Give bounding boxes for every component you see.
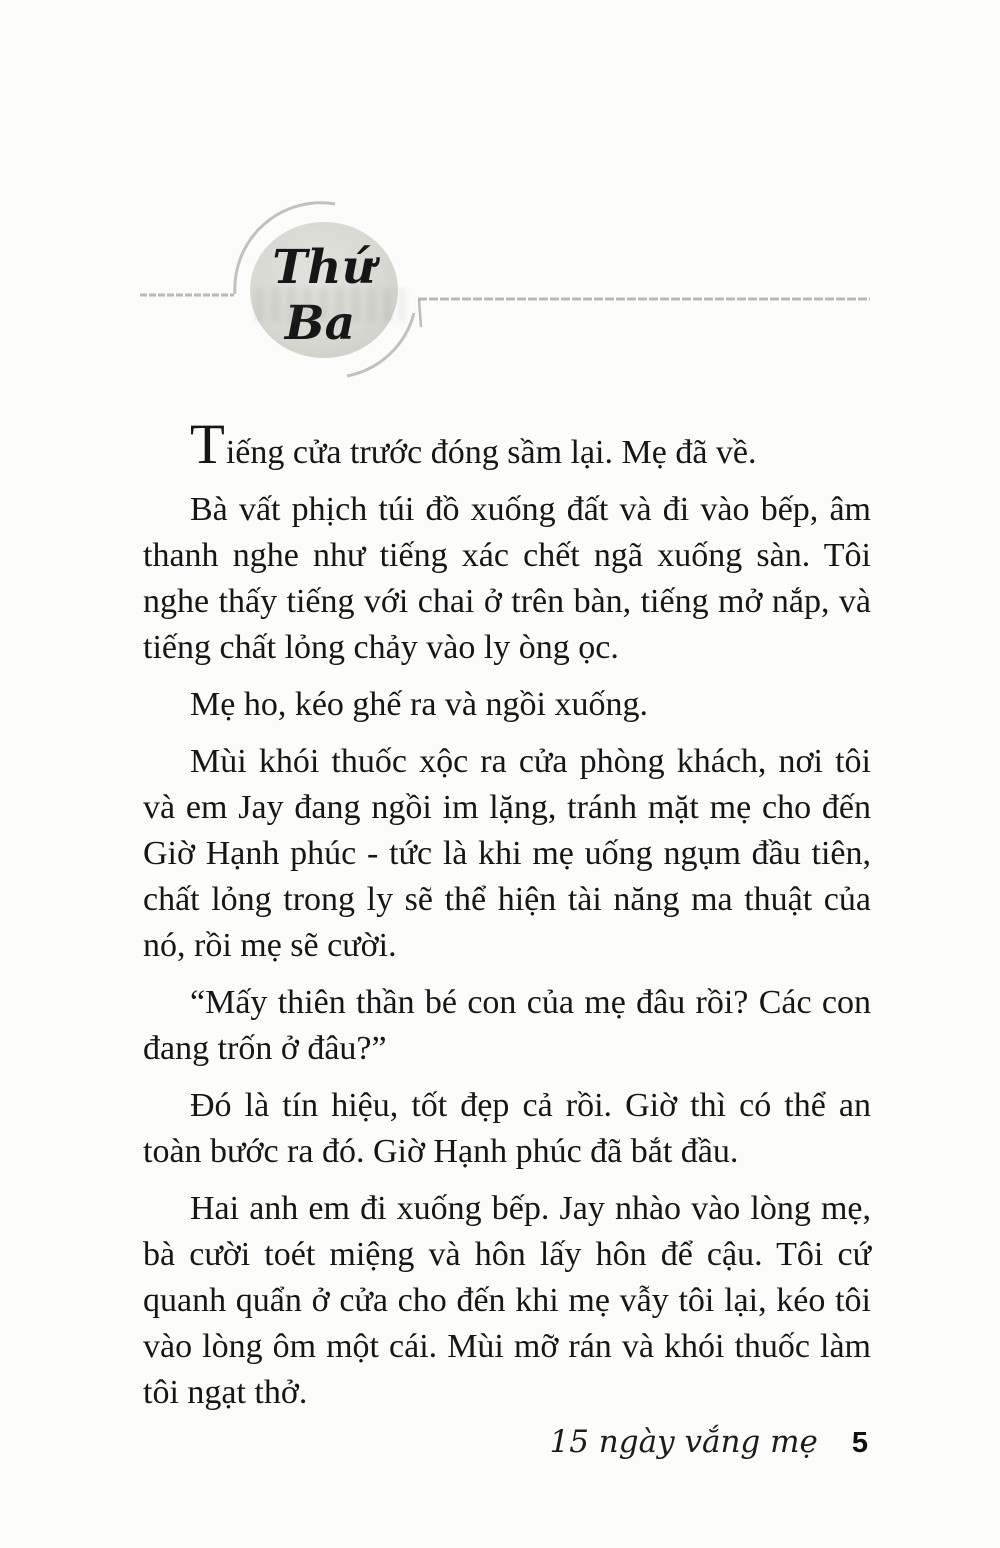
footer-page-number: 5 [851,1427,868,1459]
paragraph: Bà vất phịch túi đồ xuống đất và đi vào bếp, âm thanh nghe như tiếng xác chết ngã xuống sàn. Tôi nghe thấy tiếng với chai ở trên bàn, tiếng mở nắp, và tiếng chất lỏng chảy vào ly òng ọc. [143,491,871,666]
chapter-ornament-graphic [130,180,880,420]
page-footer [550,1424,869,1460]
chapter-heading-ornament [130,180,880,420]
paragraph: Đó là tín hiệu, tốt đẹp cả rồi. Giờ thì có thể an toàn bước ra đó. Giờ Hạnh phúc đã bắt đầu. [143,1087,871,1170]
paragraph: “Mấy thiên thần bé con của mẹ đâu rồi? Các con đang trốn ở đâu?” [143,984,871,1067]
paragraph: Mùi khói thuốc xộc ra cửa phòng khách, nơi tôi và em Jay đang ngồi im lặng, tránh mặt mẹ cho đến Giờ Hạnh phúc - tức là khi mẹ uống ngụm đầu tiên, chất lỏng trong ly sẽ thể hiện tài năng ma thuật của nó, rồi mẹ sẽ cười. [143,743,871,964]
right-rule-tick [419,299,421,327]
lead-text: iếng cửa trước đóng sầm lại. Mẹ đã về. [225,434,757,471]
paragraph: Hai anh em đi xuống bếp. Jay nhào vào lòng mẹ, bà cười toét miệng và hôn lấy hôn để cậu. Tôi cứ quanh quẩn ở cửa cho đến khi mẹ vẫy tôi lại, kéo tôi vào lòng ôm một cái. Mùi mỡ rán và khói thuốc làm tôi ngạt thở. [143,1190,871,1411]
page-body-text [143,413,871,1416]
initial-cap: T [190,413,226,476]
paragraph: Mẹ ho, kéo ghế ra và ngồi xuống. [190,686,648,723]
chapter-title-line1: Thứ [272,240,376,295]
paragraph-lead [143,413,871,476]
footer-book-title: 15 ngày vắng mẹ [549,1424,818,1460]
chapter-title-line2: Ba [284,296,356,351]
